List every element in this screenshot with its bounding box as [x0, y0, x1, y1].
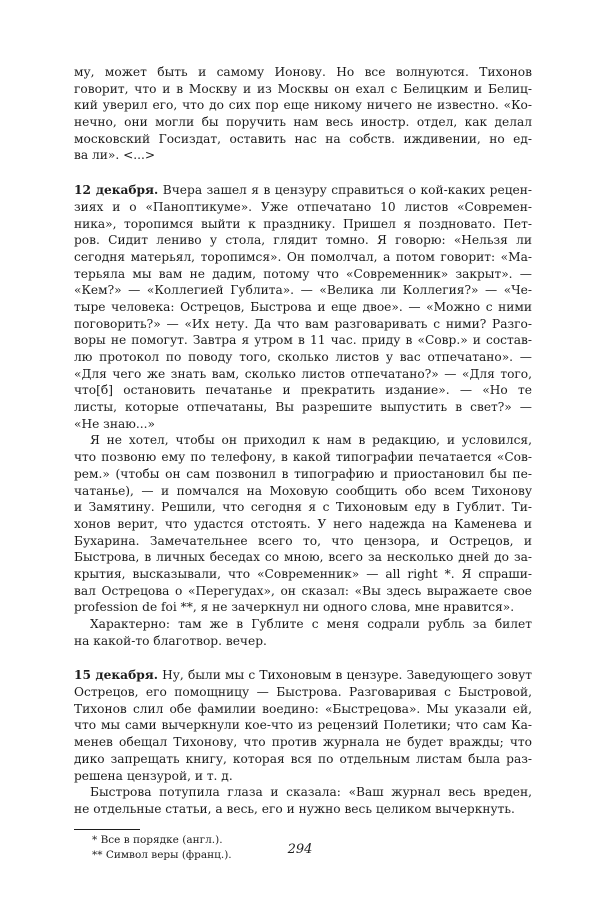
text-line: лю протокол по поводу того, сколько листов у вас отпечатано». — [74, 350, 532, 364]
text-line: тыре человека: Острецов, Быстрова и еще двое». — «Можно с ними [74, 299, 532, 314]
text-line: рем.» (чтобы он сам позвонил в типографию и приостановил бы пе- [74, 466, 532, 481]
diary-entry-dec-15 [74, 667, 532, 817]
text-line: «Не знаю...» [74, 416, 155, 431]
text-line: чатанье), — и помчался на Моховую сообщить обо всем Тихонову [74, 483, 532, 498]
text-line: му, может быть и самому Ионову. Но все волнуются. Тихонов [74, 65, 532, 79]
text-line: решена цензурой, и т. д. [74, 768, 233, 783]
text-line: «Для чего же знать вам, сколько листов отпечатано?» — «Для того, [74, 366, 532, 381]
footnote: ** Символ веры (франц.). [92, 848, 232, 861]
entry-text: Вчера зашел я в цензуру справиться о кой-каких рецен- [158, 183, 532, 198]
text-line: и Замятину. Решили, что сегодня я с Тихоновым еду в Гублит. Ти- [74, 500, 532, 515]
text-line: не отдельные статьи, а весь, его и нужно весь целиком вычеркнуть. [74, 801, 515, 816]
text-line: менев обещал Тихонову, что против журнала не будет вражды; что [74, 735, 532, 750]
text-line: Быстрова потупила глаза и сказала: «Ваш журнал весь вреден, [90, 785, 532, 800]
text-line: поговорить?» — «Их нету. Да что вам разговаривать с ними? Разго- [74, 316, 532, 331]
text-line: крытия, высказывали, что «Современник» — all right *. Я спраши- [74, 566, 532, 581]
text-line: Тихонов слил обе фамилии воедино: «Быстрецова». Мы указали ей, [74, 701, 532, 716]
text-line: Характерно: там же в Гублите с меня содрали рубль за билет [90, 617, 532, 631]
text-line: терьяла мы вам не дадим, потому что «Современник» закрыт». — [74, 266, 532, 281]
page-number: 294 [287, 842, 313, 857]
text-line: что мы сами вычеркнули кое-что из рецензий Полетики; что сам Ка- [74, 718, 532, 733]
text-line: что позвоню ему по телефону, в какой типографии печатается «Сов- [74, 450, 532, 465]
text-line: воры не помогут. Завтра я утром в 11 час. приду в «Совр.» и состав- [74, 333, 532, 348]
text-line: вал Острецова о «Перегудах», он сказал: «Вы здесь выражаете свое [74, 583, 532, 598]
text-line: ров. Сидит лениво у стола, глядит томно. Я говорю: «Нельзя ли [74, 233, 532, 248]
text-line: говорит, что и в Москву и из Москвы он ехал с Белицким и Белиц- [74, 81, 532, 96]
text-line: «Кем?» — «Коллегией Гублита». — «Велика ли Коллегия?» — «Че- [74, 283, 532, 298]
text-line: profession de foi **, я не зачеркнул ни одного слова, мне нравится». [74, 600, 515, 615]
text-line: хонов верит, что удастся отстоять. У него надежда на Каменева и [74, 516, 532, 531]
entry-text: Ну, были мы с Тихоновым в цензуре. Заведующего зовут [157, 668, 532, 683]
text-line: ва ли». <...> [74, 148, 156, 163]
text-line: что[б] остановить печатанье и прекратить издание». — «Но те [74, 383, 532, 398]
text-line: зиях и о «Паноптикуме». Уже отпечатано 10 листов «Современ- [74, 199, 532, 214]
text-line: дико запрещать книгу, которая вся по отдельным листам была раз- [74, 751, 532, 766]
paragraph-continuation [74, 64, 532, 164]
entry-first-line [74, 667, 532, 684]
entry-date: 12 декабря. [74, 183, 159, 198]
text-line: ника», торопимся выйти к празднику. Пришел я поздновато. Пет- [74, 216, 532, 231]
text-line: Я не хотел, чтобы он приходил к нам в редакцию, и условился, [90, 433, 532, 448]
entry-date: 15 декабря. [74, 668, 158, 683]
entry-first-line [74, 182, 532, 199]
page-body [74, 64, 532, 863]
text-line: на какой-то благотвор. вечер. [74, 633, 267, 648]
text-line: московский Госиздат, оставить нас на собств. иждивении, но ед- [74, 131, 532, 146]
text-line: кий уверил его, что до сих пор еще никому ничего не известно. «Ко- [74, 98, 532, 113]
text-line: Острецов, его помощницу — Быстрова. Разговаривая с Быстровой, [74, 685, 532, 700]
text-line: Бухарина. Замечательнее всего то, что цензора, и Острецов, и [74, 533, 532, 548]
diary-entry-dec-12 [74, 182, 532, 649]
footnote: * Все в порядке (англ.). [92, 833, 223, 846]
text-line: листы, которые отпечатаны, Вы разрешите выпустить в свет?» — [74, 400, 532, 415]
text-line: нечно, они могли бы поручить нам весь иностр. отдел, как делал [74, 115, 532, 130]
footnote-divider [74, 829, 140, 830]
text-line: Быстрова, в личных беседах со мною, всего за несколько дней до за- [74, 550, 532, 565]
text-line: сегодня матерьял, торопимся». Он помолчал, а потом говорит: «Ма- [74, 249, 532, 264]
